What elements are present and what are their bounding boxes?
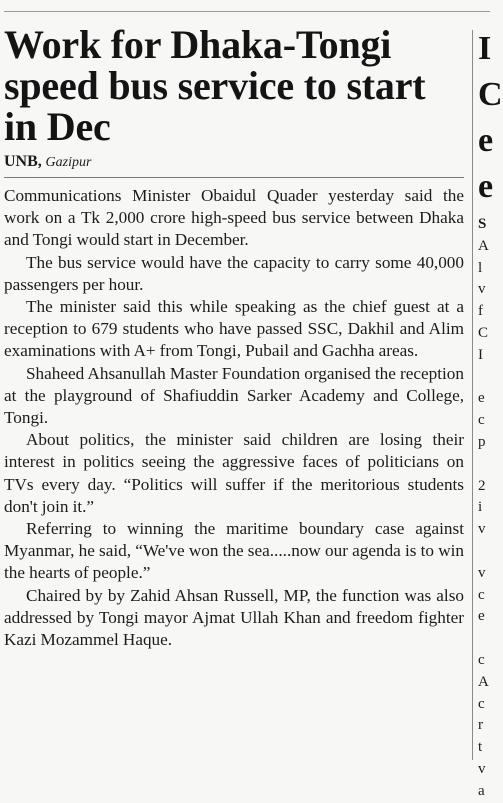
column-divider xyxy=(472,30,473,760)
adjacent-body-line: v xyxy=(478,760,486,777)
article-paragraph: The minister said this while speaking as the chief guest at a reception to 679 students who have passed SSC, Dakhil and Alim examinations with A+ from Tongi, Pubail and Gachha areas. xyxy=(4,297,464,361)
adjacent-body-line: v xyxy=(478,521,486,538)
article-paragraph: About politics, the minister said children are losing their interest in politics seeing the aggressive faces of politicians on TVs every day. “Politics will suffer if the meritorious students don't join it.” xyxy=(4,430,464,516)
byline-agency: UNB, xyxy=(4,153,42,170)
adjacent-body-line: f xyxy=(478,303,483,320)
adjacent-body-line: v xyxy=(478,564,486,581)
adjacent-body-line: c xyxy=(478,651,485,668)
adjacent-body-fragment xyxy=(478,214,490,803)
adjacent-body-line: e xyxy=(478,390,485,407)
adjacent-body-line xyxy=(478,454,490,476)
article-headline: Work for Dhaka-Tongi speed bus service to start in Dec xyxy=(4,22,426,149)
adjacent-body-line: c xyxy=(478,412,485,429)
adjacent-body-line: C xyxy=(478,324,489,341)
adjacent-column-fragment xyxy=(478,26,503,803)
adjacent-body-line: i xyxy=(478,499,483,516)
adjacent-body-line: I xyxy=(478,346,483,363)
adjacent-body-line xyxy=(478,541,490,563)
article-paragraph: Shaheed Ahsanullah Master Foundation organised the reception at the playground of Shafiuddin Sarker Academy and College, Tongi. xyxy=(4,363,464,428)
adjacent-body-line: p xyxy=(478,433,486,450)
article-paragraph: Chaired by by Zahid Ahsan Russell, MP, the function was also addressed by Tongi mayor Ajmat Ullah Khan and freedom fighter Kazi Mozammel Haque. xyxy=(4,585,464,650)
article-byline xyxy=(4,153,464,178)
article-body xyxy=(4,185,464,651)
adjacent-headline-fragment: I C e e xyxy=(478,30,503,205)
byline-place: Gazipur xyxy=(45,155,92,170)
top-rule xyxy=(4,11,490,12)
adjacent-body-line: l xyxy=(478,259,483,276)
article-paragraph: The bus service would have the capacity to carry some 40,000 passengers per hour. xyxy=(4,252,464,294)
adjacent-body-line xyxy=(478,367,490,389)
adjacent-body-line: A xyxy=(478,237,489,254)
adjacent-body-line: v xyxy=(478,281,486,298)
adjacent-body-line: c xyxy=(478,695,485,712)
adjacent-body-line: 2 xyxy=(478,477,486,494)
adjacent-body-line: r xyxy=(478,717,483,734)
adjacent-body-line: e xyxy=(478,608,485,625)
adjacent-body-line xyxy=(478,628,490,650)
news-article xyxy=(4,24,464,651)
adjacent-body-line: A xyxy=(478,673,489,690)
article-paragraph: Referring to winning the maritime boundary case against Myanmar, he said, “We've won the sea.....now our agenda is to win the hearts of people.” xyxy=(4,519,464,583)
article-paragraph: Communications Minister Obaidul Quader yesterday said the work on a Tk 2,000 crore high-speed bus service between Dhaka and Tongi would start in December. xyxy=(4,186,464,250)
adjacent-body-line: c xyxy=(478,586,485,603)
adjacent-body-line: t xyxy=(478,739,483,756)
adjacent-byline-fragment: S xyxy=(478,216,487,232)
adjacent-body-line: a xyxy=(478,782,485,799)
